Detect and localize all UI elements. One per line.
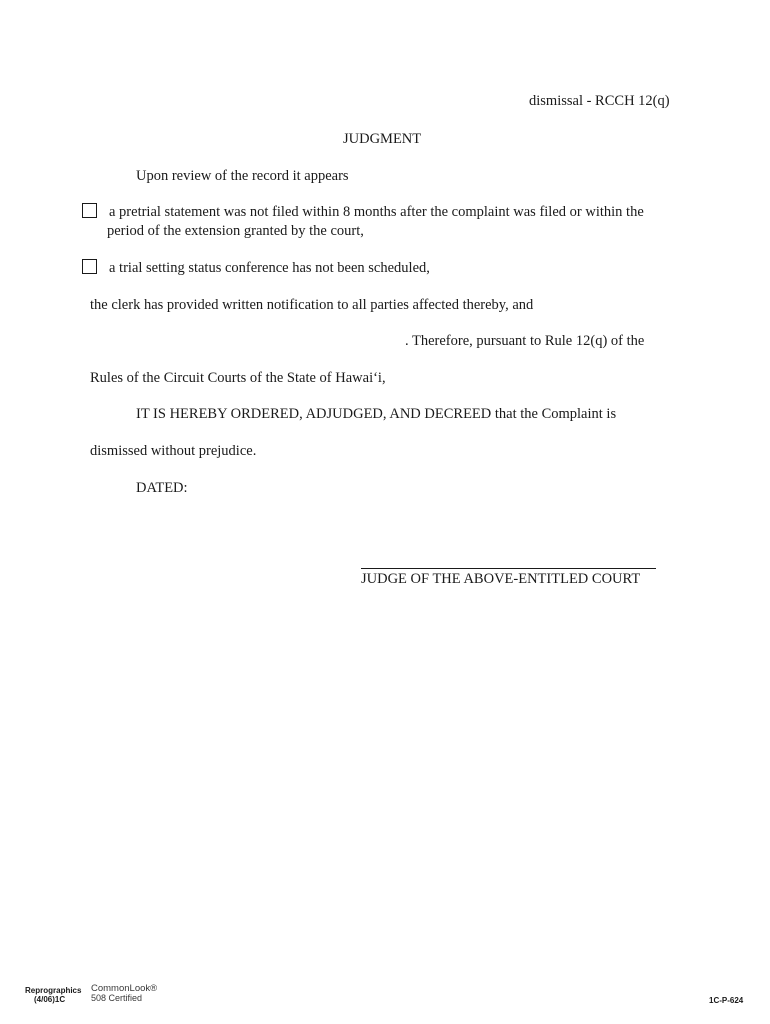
order-text: IT IS HEREBY ORDERED, ADJUDGED, AND DECREED that the Complaint is [136,406,617,422]
revision-label: (4/06)1C [34,995,66,1004]
form-code: dismissal - RCCH 12(q) [529,93,670,109]
reprographics-label: Reprographics [25,986,82,995]
trial-setting-text: a trial setting status conference has not been scheduled, [109,260,430,276]
pretrial-statement-text-line2: period of the extension granted by the court, [107,223,364,239]
form-number: 1C-P-624 [709,996,744,1005]
therefore-text: . Therefore, pursuant to Rule 12(q) of the [405,333,645,349]
commonlook-logo: CommonLook® [91,983,158,994]
pretrial-statement-checkbox[interactable] [82,203,97,218]
document-title: JUDGMENT [343,131,422,147]
dismissed-text: dismissed without prejudice. [90,443,257,459]
certified-label: 508 Certified [91,993,143,1003]
intro-text: Upon review of the record it appears [136,168,349,184]
judge-label: JUDGE OF THE ABOVE-ENTITLED COURT [361,571,641,587]
judge-signature-line [361,568,656,569]
notification-text: the clerk has provided written notification to all parties affected thereby, and [90,297,534,313]
dated-label: DATED: [136,480,188,496]
rules-text: Rules of the Circuit Courts of the State of Hawai‘i, [90,370,386,386]
trial-setting-checkbox[interactable] [82,259,97,274]
pretrial-statement-text-line1: a pretrial statement was not filed within 8 months after the complaint was filed or within the [109,204,644,220]
